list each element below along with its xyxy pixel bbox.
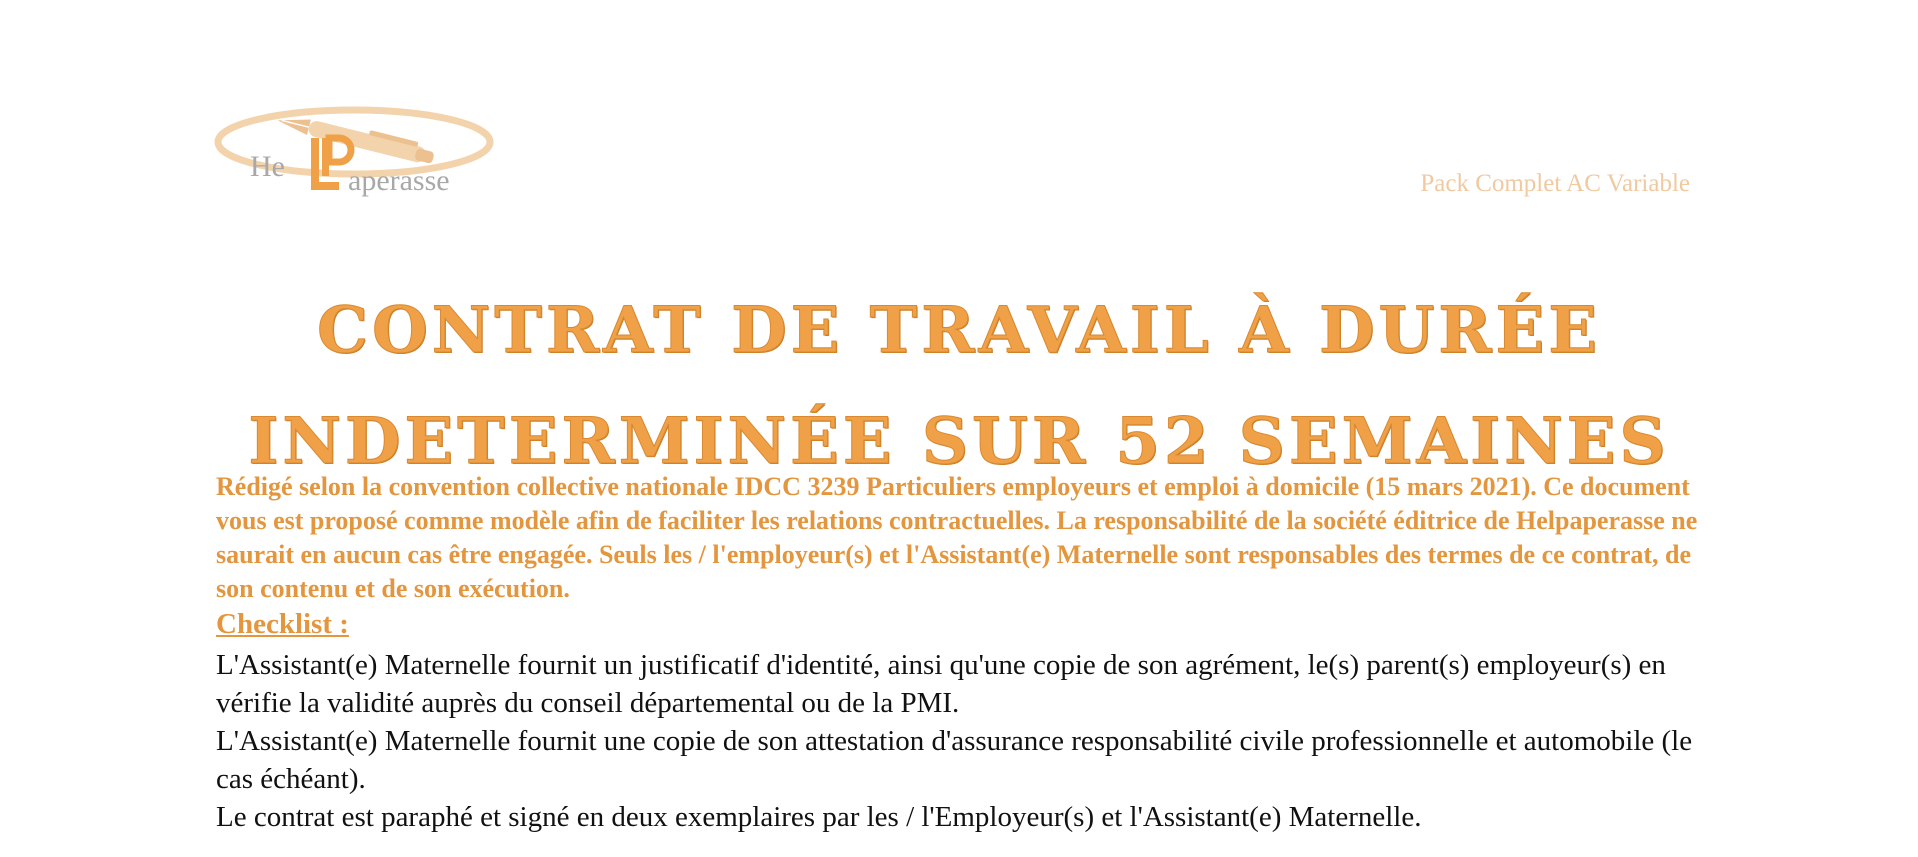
page-title	[0, 275, 1918, 497]
pen-swoosh-logo-icon	[214, 100, 504, 200]
pack-label: Pack Complet AC Variable	[1420, 170, 1690, 197]
title-line-2: INDETERMINÉE SUR 52 SEMAINES	[248, 403, 1670, 479]
checklist-heading: Checklist :	[216, 608, 349, 640]
document-body	[216, 470, 1706, 836]
svg-text:He: He	[250, 150, 285, 183]
intro-paragraph: Rédigé selon la convention collective nationale IDCC 3239 Particuliers employeurs et emploi à domicile (15 mars 2021). Ce document vous est proposé comme modèle afin de faciliter les relations contractuelles. La responsabilité de la société éditrice de Helpaperasse ne saurait en aucun cas être engagée. Seuls les / l'employeur(s) et l'Assistant(e) Maternelle sont responsables des termes de ce contrat, de son contenu et de son exécution.	[216, 472, 1698, 603]
checklist-item: L'Assistant(e) Maternelle fournit une copie de son attestation d'assurance responsabilité civile professionnelle et automobile (le cas échéant).	[216, 725, 1693, 795]
title-line-1: CONTRAT DE TRAVAIL À DURÉE	[317, 292, 1601, 368]
checklist-item: L'Assistant(e) Maternelle fournit un justificatif d'identité, ainsi qu'une copie de son agrément, le(s) parent(s) employeur(s) en vérifie la validité auprès du conseil départemental ou de la PMI.	[216, 649, 1666, 719]
helpaperasse-logo	[214, 100, 504, 200]
checklist-item: Le contrat est paraphé et signé en deux exemplaires par les / l'Employeur(s) et l'Assistant(e) Maternelle.	[216, 801, 1422, 833]
checklist	[216, 646, 1706, 836]
svg-text:aperasse: aperasse	[348, 164, 450, 197]
